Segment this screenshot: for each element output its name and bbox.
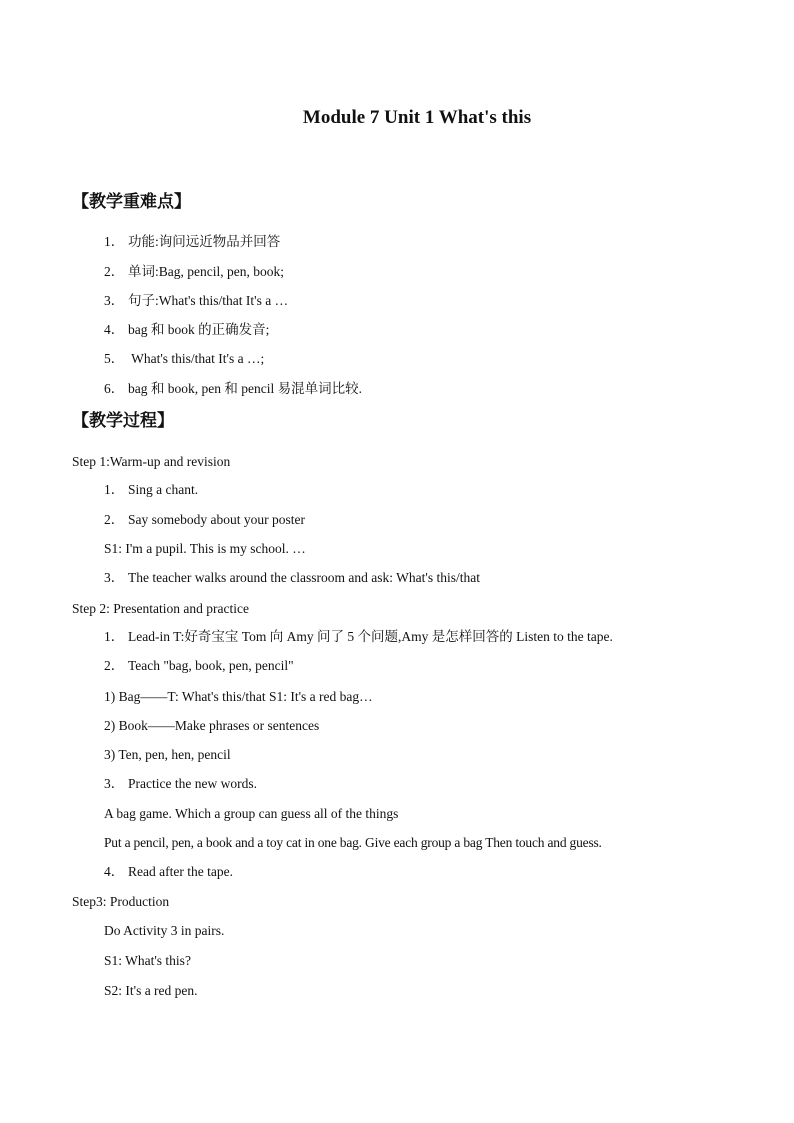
- list-item: [104, 775, 257, 793]
- step1-title: Step 1:Warm-up and revision: [72, 454, 231, 469]
- sub-item: 2) Book——Make phrases or sentences: [104, 718, 320, 733]
- dialogue-line: S1: What's this?: [104, 953, 191, 968]
- paragraph: Put a pencil, pen, a book and a toy cat in one bag. Give each group a bag Then touch and guess.: [104, 835, 602, 850]
- item-text: Lead-in T:好奇宝宝 Tom 向 Amy 问了 5 个问题,Amy 是怎样回答的 Listen to the tape.: [128, 629, 613, 644]
- dialogue-line: S2: It's a red pen.: [104, 983, 198, 998]
- list-item: [104, 350, 264, 368]
- sub-item: 1) Bag——T: What's this/that S1: It's a red bag…: [104, 689, 373, 704]
- list-item: [104, 628, 613, 646]
- item-number: 4．: [104, 322, 125, 337]
- item-text: What's this/that It's a …;: [128, 351, 265, 366]
- item-text: bag 和 book, pen 和 pencil 易混单词比较.: [128, 381, 362, 396]
- item-text: Teach "bag, book, pen, pencil": [128, 658, 294, 673]
- item-text: Read after the tape.: [128, 864, 233, 879]
- list-item: [104, 321, 269, 339]
- list-item: [104, 380, 362, 398]
- sub-item: 3) Ten, pen, hen, pencil: [104, 747, 231, 762]
- item-text: 功能:询问远近物品并回答: [128, 234, 281, 249]
- item-number: 3．: [104, 570, 125, 585]
- list-item: [104, 657, 294, 675]
- step2-title: Step 2: Presentation and practice: [72, 601, 249, 616]
- item-text: 单词:Bag, pencil, pen, book;: [128, 264, 284, 279]
- item-text: Sing a chant.: [128, 482, 199, 497]
- item-number: 4．: [104, 864, 125, 879]
- list-item: [104, 511, 305, 529]
- section-heading-key-points: 【教学重难点】: [72, 192, 191, 211]
- item-text: bag 和 book 的正确发音;: [128, 322, 270, 337]
- item-number: 1．: [104, 629, 125, 644]
- section-heading-process: 【教学过程】: [72, 411, 174, 430]
- item-text: 句子:What's this/that It's a …: [128, 293, 289, 308]
- step3-title: Step3: Production: [72, 894, 170, 909]
- item-number: 2．: [104, 658, 125, 673]
- paragraph: Do Activity 3 in pairs.: [104, 923, 225, 938]
- item-number: 3．: [104, 293, 125, 308]
- item-number: 2．: [104, 512, 125, 527]
- page-title: Module 7 Unit 1 What's this: [302, 107, 532, 128]
- item-text: Say somebody about your poster: [128, 512, 305, 527]
- paragraph: A bag game. Which a group can guess all of the things: [104, 806, 399, 821]
- item-text: Practice the new words.: [128, 776, 257, 791]
- item-number: 1．: [104, 234, 125, 249]
- list-item: [104, 569, 480, 587]
- item-number: 1．: [104, 482, 125, 497]
- list-item: [104, 292, 288, 310]
- dialogue-line: S1: I'm a pupil. This is my school. …: [104, 541, 306, 556]
- list-item: [104, 233, 280, 251]
- item-text: The teacher walks around the classroom and ask: What's this/that: [128, 570, 480, 585]
- list-item: [104, 263, 284, 281]
- item-number: 3．: [104, 776, 125, 791]
- item-number: 6．: [104, 381, 125, 396]
- list-item: [104, 863, 233, 881]
- item-number: 2．: [104, 264, 125, 279]
- item-number: 5．: [104, 351, 125, 366]
- list-item: [104, 481, 198, 499]
